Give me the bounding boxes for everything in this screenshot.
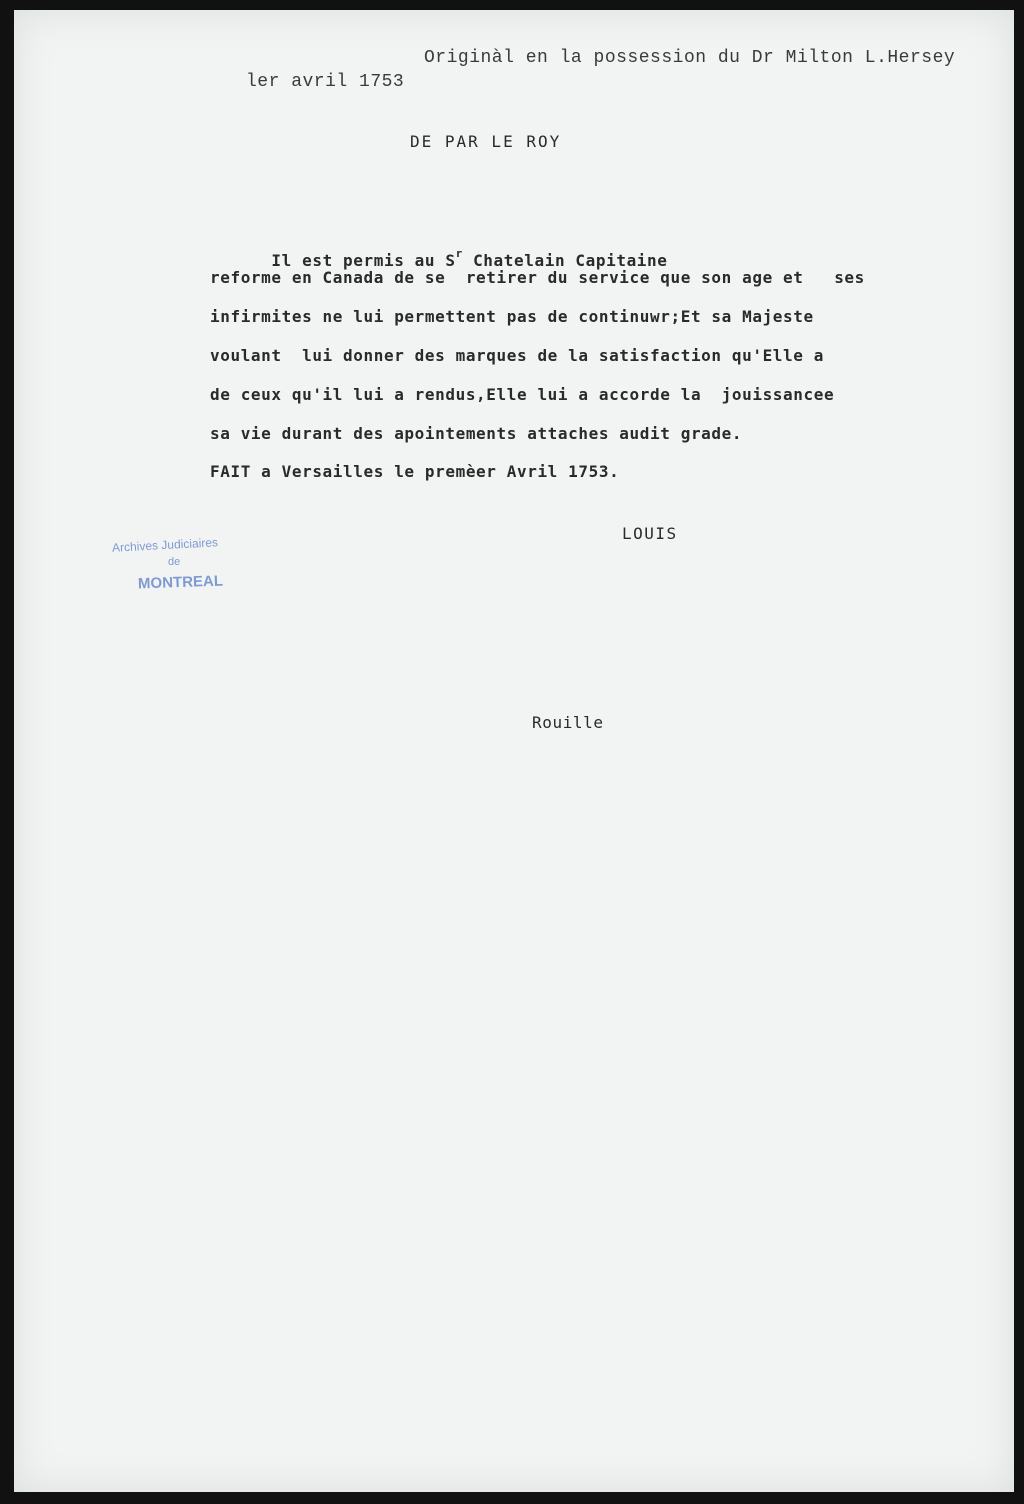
document-page bbox=[14, 10, 1014, 1492]
signature-louis: LOUIS bbox=[622, 524, 678, 543]
archives-stamp bbox=[98, 530, 268, 630]
stamp-line-1: Archives Judiciaires bbox=[111, 535, 219, 555]
body-line-2: reforme en Canada de se retirer du service que son age et ses bbox=[210, 268, 865, 287]
provenance-note: Originàl en la possession du Dr Milton L.Hersey bbox=[424, 48, 956, 68]
document-date: ler avril 1753 bbox=[246, 72, 405, 92]
body-line-1-superscript: r bbox=[455, 247, 463, 260]
body-line-1-rest: Chatelain Capitaine bbox=[462, 251, 668, 270]
body-line-5: de ceux qu'il lui a rendus,Elle lui a accorde la jouissancee bbox=[210, 385, 835, 404]
body-line-7: FAIT a Versailles le premèer Avril 1753. bbox=[210, 462, 620, 481]
stamp-line-2: de bbox=[168, 556, 181, 568]
stamp-line-3: MONTREAL bbox=[137, 572, 224, 593]
body-line-1-text: Il est permis au S bbox=[271, 251, 456, 270]
body-line-6: sa vie durant des apointements attaches audit grade. bbox=[210, 424, 743, 443]
body-line-3: infirmites ne lui permettent pas de continuwr;Et sa Majeste bbox=[210, 307, 814, 326]
body-line-4: voulant lui donner des marques de la satisfaction qu'Elle a bbox=[210, 346, 824, 365]
document-heading: DE PAR LE ROY bbox=[410, 132, 562, 151]
signature-rouille: Rouille bbox=[532, 713, 604, 732]
